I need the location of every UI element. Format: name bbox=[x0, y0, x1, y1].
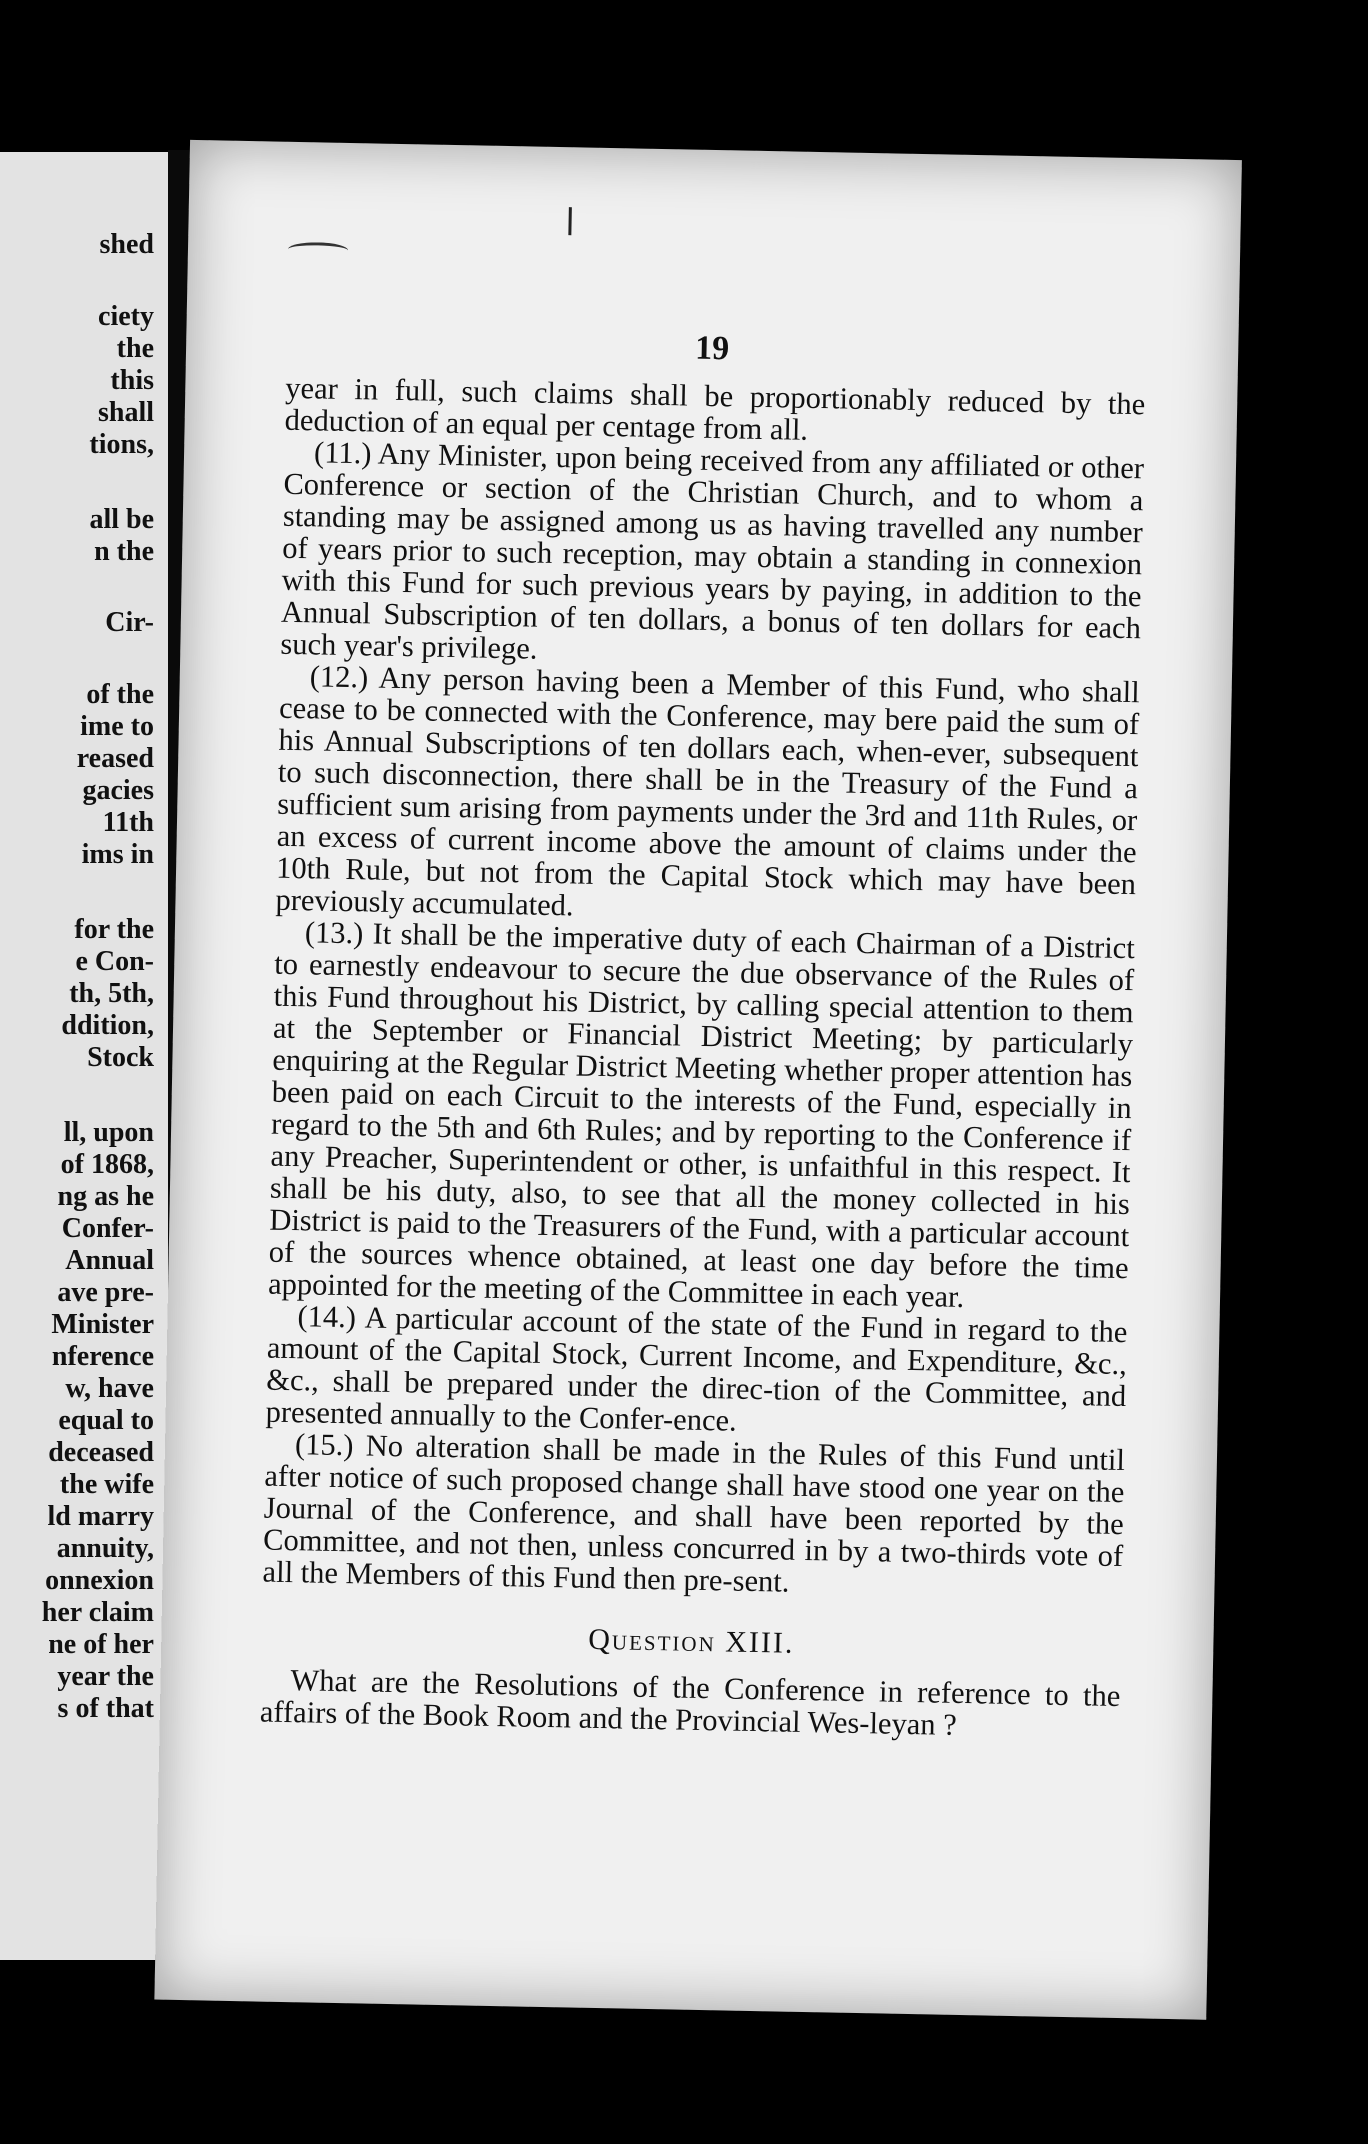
left-page-line: nference bbox=[51, 1341, 154, 1372]
left-page-line: deceased bbox=[48, 1437, 154, 1468]
rule-paragraph: year in full, such claims shall be proportionably reduced by the deduction of an equal per centage from all. bbox=[284, 370, 1146, 447]
page-number: 19 bbox=[694, 329, 730, 368]
left-page-line: ll, upon bbox=[63, 1117, 154, 1148]
left-page-line: Confer- bbox=[61, 1213, 154, 1244]
left-page-line: e Con- bbox=[75, 946, 154, 977]
left-page-line: ld marry bbox=[47, 1501, 154, 1532]
left-page-line: the bbox=[116, 333, 154, 364]
left-page-line: ng as he bbox=[57, 1181, 154, 1212]
left-page-line: tions, bbox=[89, 429, 154, 460]
left-page-line: of 1868, bbox=[60, 1149, 154, 1180]
left-page-line: s of that bbox=[57, 1693, 154, 1724]
left-page-line: ave pre- bbox=[57, 1277, 154, 1308]
rules-paragraphs bbox=[262, 372, 1145, 1604]
left-page-line: shed bbox=[99, 229, 154, 260]
left-page-line: year the bbox=[57, 1661, 154, 1692]
stray-mark bbox=[568, 207, 572, 235]
left-page-line: ime to bbox=[80, 711, 154, 742]
left-page-line: equal to bbox=[58, 1405, 154, 1436]
left-page-line: th, 5th, bbox=[69, 978, 154, 1009]
left-page-line: for the bbox=[74, 914, 154, 945]
right-page bbox=[154, 140, 1242, 2020]
left-page-line: reased bbox=[76, 743, 154, 774]
stray-curve-mark bbox=[288, 242, 348, 258]
left-page-line: of the bbox=[86, 679, 154, 710]
rule-paragraph: (11.) Any Minister, upon being received from any affiliated or other Conference or section of the Christian Church, and to whom a standing may be assigned among us as having travelled any number of years prior to such reception, may obtain a standing in connexion with this Fund for such previous years by paying, in addition to the Annual Subscription of ten dollars, a bonus of ten dollars for each such year's privilege. bbox=[280, 435, 1145, 666]
left-page-line: 11th bbox=[102, 807, 154, 838]
left-page-line: her claim bbox=[41, 1597, 154, 1628]
left-page-line: ne of her bbox=[48, 1629, 154, 1660]
left-page-line: w, have bbox=[65, 1373, 154, 1404]
left-page-fragment bbox=[0, 152, 168, 1960]
left-page-line: gacies bbox=[82, 775, 154, 806]
left-page-line: annuity, bbox=[56, 1533, 154, 1564]
question-text: What are the Resolutions of the Conference in reference to the affairs of the Book Room and the Provincial Wes-leyan ? bbox=[259, 1663, 1121, 1742]
rule-paragraph: (12.) Any person having been a Member of this Fund, who shall cease to be connected with the Conference, may bere paid the sum of his Annual Subscriptions of ten dollars each, when-ever, subsequent to such disconnection, there shall be in the Treasury of the Fund a sufficient sum arising from payments under the 3rd and 11th Rules, or an excess of current income above the amount of claims under the 10th Rule, but not from the Capital Stock which may have been previously accumulated. bbox=[275, 659, 1140, 923]
rule-paragraph: (15.) No alteration shall be made in the Rules of this Fund until after notice of such proposed change shall have stood one year on the Journal of the Conference, and shall have been reported by the Committee, and not then, unless concurred in by a two-thirds vote of all the Members of this Fund then pre-sent. bbox=[262, 1427, 1126, 1599]
left-page-line: Cir- bbox=[105, 607, 154, 638]
left-page-line: Annual bbox=[65, 1245, 154, 1276]
left-page-line: the wife bbox=[59, 1469, 154, 1500]
left-page-line: shall bbox=[97, 397, 154, 428]
left-page-line: ciety bbox=[98, 301, 154, 332]
left-page-line: ims in bbox=[81, 839, 154, 870]
left-page-line: ddition, bbox=[61, 1010, 154, 1041]
left-page-line: onnexion bbox=[45, 1565, 154, 1596]
page-body bbox=[260, 372, 1146, 1744]
question-heading: Question XIII. bbox=[588, 1622, 795, 1660]
rule-paragraph: (13.) It shall be the imperative duty of each Chairman of a District to earnestly endeavour to secure the due observance of the Rules of this Fund throughout his District, by calling special attention to them at the September or Financial District Meeting; by particularly enquiring at the Regular District Meeting whether proper attention has been paid on each Circuit to the interests of the Fund, especially in regard to the 5th and 6th Rules; and by reporting to the Conference if any Preacher, Superintendent or other, is unfaithful in this respect. It shall be his duty, also, to see that all the money collected in his District is paid to the Treasurers of the Fund, with a particular account of the sources whence obtained, at least one day before the time appointed for the meeting of the Committee in each year. bbox=[267, 915, 1136, 1314]
left-page-line: all be bbox=[89, 504, 154, 535]
left-page-line: Minister bbox=[51, 1309, 154, 1340]
rule-paragraph: (14.) A particular account of the state of the Fund in regard to the amount of the Capital Stock, Current Income, and Expenditure, &c., &c., shall be prepared under the direc-tion of the Committee, and presented annually to the Confer-ence. bbox=[265, 1299, 1128, 1438]
left-page-line: n the bbox=[94, 536, 154, 567]
left-page-line: this bbox=[110, 365, 154, 396]
left-page-line: Stock bbox=[87, 1042, 154, 1073]
